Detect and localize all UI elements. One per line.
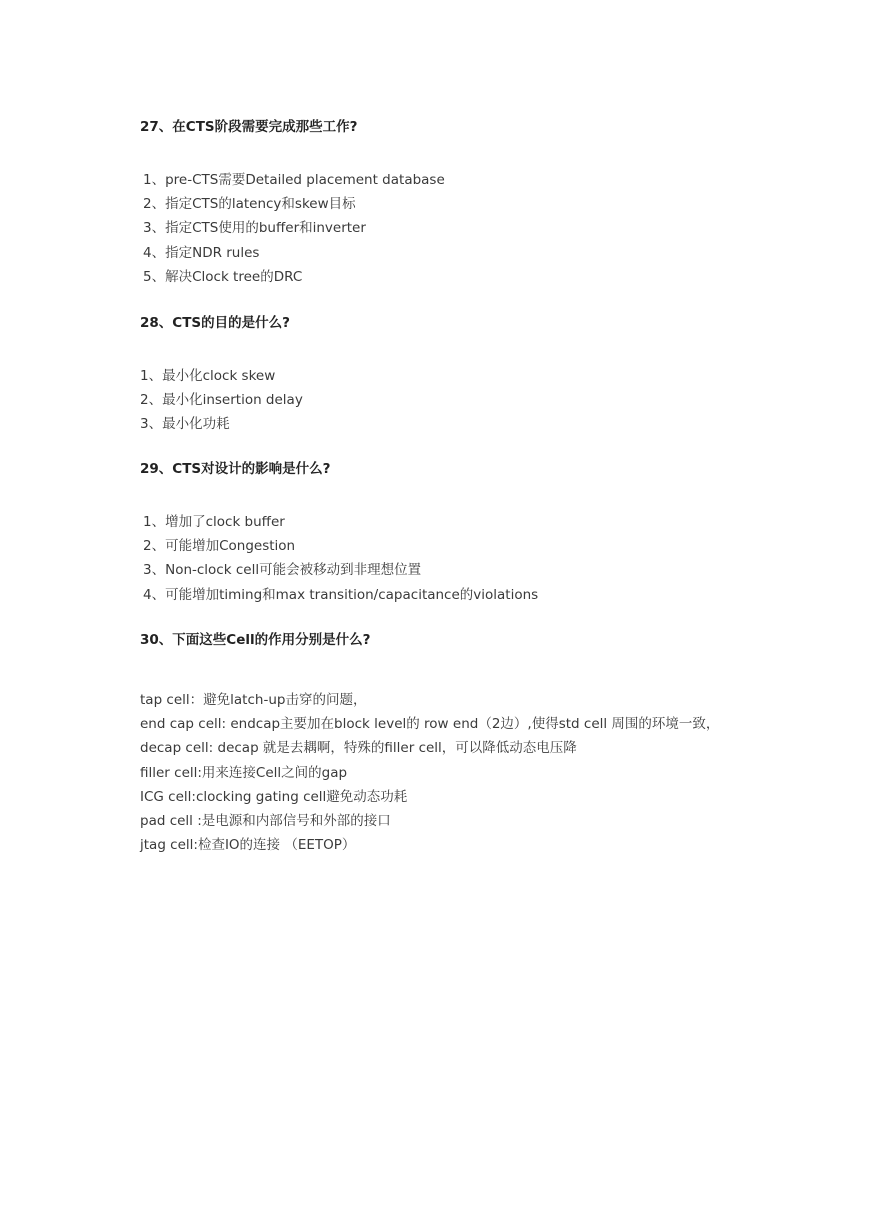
answer-line: pad cell :是电源和内部信号和外部的接口	[140, 813, 391, 830]
answer-line: decap cell: decap 就是去耦啊，特殊的filler cell，可以降低动态电压降	[140, 740, 577, 757]
answer-line: 2、指定CTS的latency和skew目标	[143, 196, 356, 213]
answer-line: end cap cell: endcap主要加在block level的 row end（2边）,使得std cell 周围的环境一致，	[140, 716, 720, 733]
answer-line: 1、最小化clock skew	[140, 368, 276, 384]
answer-line: ICG cell:clocking gating cell避免动态功耗	[140, 788, 408, 805]
question-29-answer-list	[140, 510, 820, 607]
answer-line: 4、指定NDR rules	[143, 244, 260, 261]
question-27-section	[140, 118, 820, 289]
answer-line: 3、指定CTS使用的buffer和inverter	[143, 220, 366, 237]
question-30-answer-list	[140, 688, 820, 857]
question-28-answer-list	[140, 364, 820, 437]
question-30-heading: 30、下面这些Cell的作用分别是什么?	[140, 632, 371, 648]
answer-line: 2、可能增加Congestion	[143, 538, 296, 555]
answer-line: filler cell:用来连接Cell之间的gap	[140, 764, 348, 781]
answer-line: 1、pre-CTS需要Detailed placement database	[143, 172, 445, 188]
answer-line: 5、解决Clock tree的DRC	[143, 268, 303, 285]
question-29-heading: 29、CTS对设计的影响是什么?	[140, 461, 331, 477]
answer-line: jtag cell:检查IO的连接 （EETOP）	[140, 837, 356, 854]
question-28-section	[140, 314, 820, 437]
answer-line: 1、增加了clock buffer	[143, 514, 285, 530]
question-27-answer-list	[140, 168, 820, 289]
answer-line: 3、最小化功耗	[140, 416, 230, 433]
question-29-section	[140, 460, 820, 607]
answer-line: 2、最小化insertion delay	[140, 392, 303, 409]
question-27-heading: 27、在CTS阶段需要完成那些工作?	[140, 119, 358, 135]
answer-line: 4、可能增加timing和max transition/capacitance的violations	[143, 586, 539, 603]
question-30-section	[140, 631, 820, 857]
answer-line: tap cell：避免latch-up击穿的问题，	[140, 692, 367, 708]
question-28-heading: 28、CTS的目的是什么?	[140, 315, 290, 331]
answer-line: 3、Non-clock cell可能会被移动到非理想位置	[143, 562, 422, 579]
